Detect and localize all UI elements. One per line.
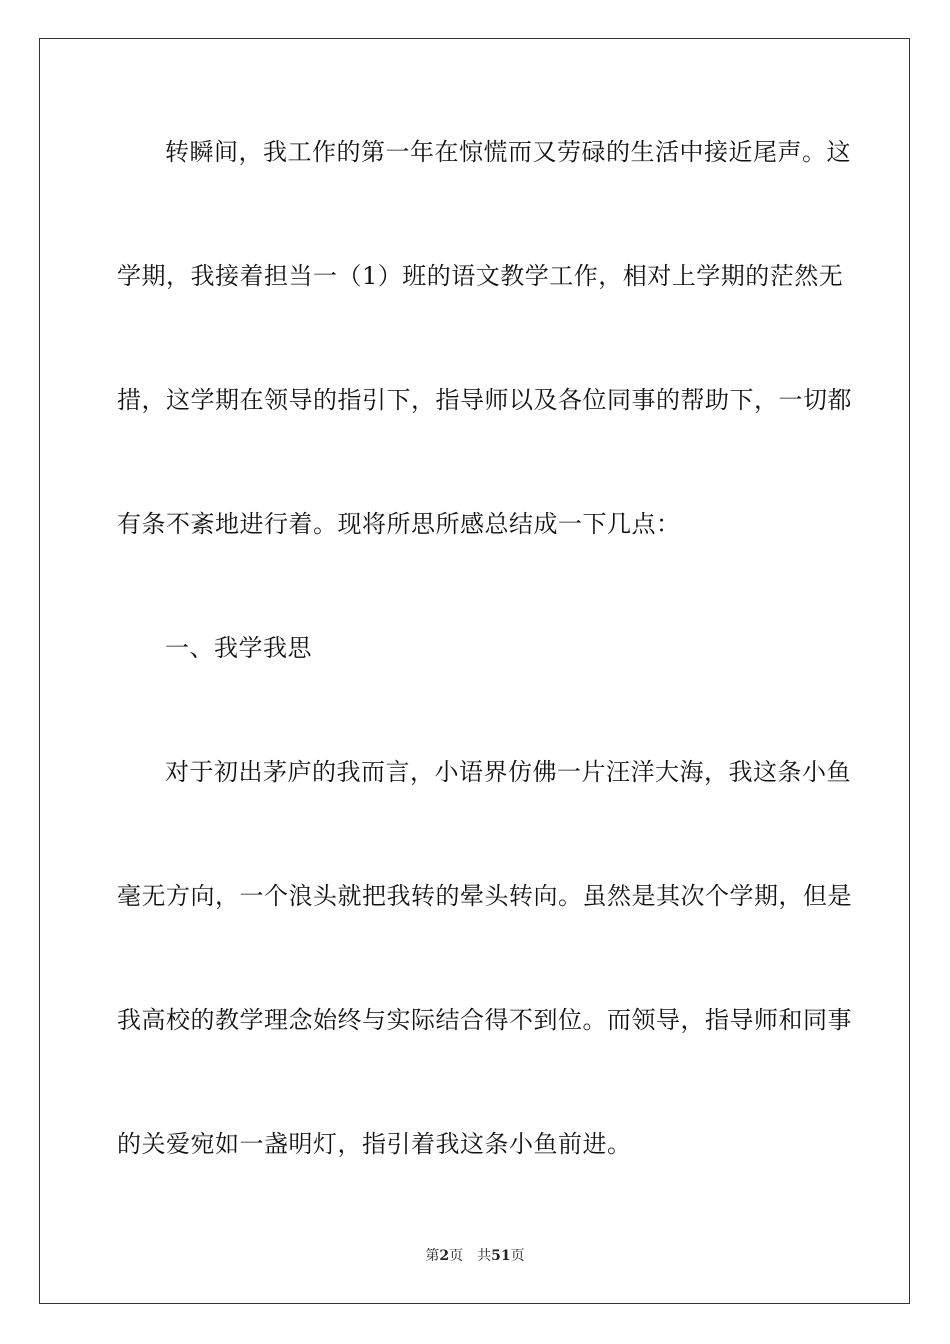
page-prefix: 第 xyxy=(425,1248,440,1264)
paragraph-2-line-3: 我高校的教学理念始终与实际结合得不到位。而领导，指导师和同事 xyxy=(117,1006,852,1034)
paragraph-1-line-3: 措，这学期在领导的指引下，指导师以及各位同事的帮助下，一切都 xyxy=(117,386,852,414)
page-footer xyxy=(0,1247,950,1265)
paragraph-1-line-1: 转瞬间，我工作的第一年在惊慌而又劳碌的生活中接近尾声。这 xyxy=(165,138,851,166)
page-border xyxy=(39,38,910,1304)
paragraph-1-line-2: 学期，我接着担当一（1）班的语文教学工作，相对上学期的茫然无 xyxy=(117,262,844,290)
paragraph-2-line-1: 对于初出茅庐的我而言，小语界仿佛一片汪洋大海，我这条小鱼 xyxy=(165,758,851,786)
total-prefix: 共 xyxy=(477,1248,492,1264)
total-suffix: 页 xyxy=(510,1248,525,1264)
paragraph-1-line-4: 有条不紊地进行着。现将所思所感总结成一下几点： xyxy=(117,510,681,538)
total-pages: 51 xyxy=(491,1248,511,1264)
page-suffix: 页 xyxy=(449,1248,464,1264)
paragraph-2-line-4: 的关爱宛如一盏明灯，指引着我这条小鱼前进。 xyxy=(117,1130,632,1158)
page-number: 2 xyxy=(439,1248,450,1264)
section-heading: 一、我学我思 xyxy=(165,634,312,662)
paragraph-2-line-2: 毫无方向，一个浪头就把我转的晕头转向。虽然是其次个学期，但是 xyxy=(117,882,852,910)
